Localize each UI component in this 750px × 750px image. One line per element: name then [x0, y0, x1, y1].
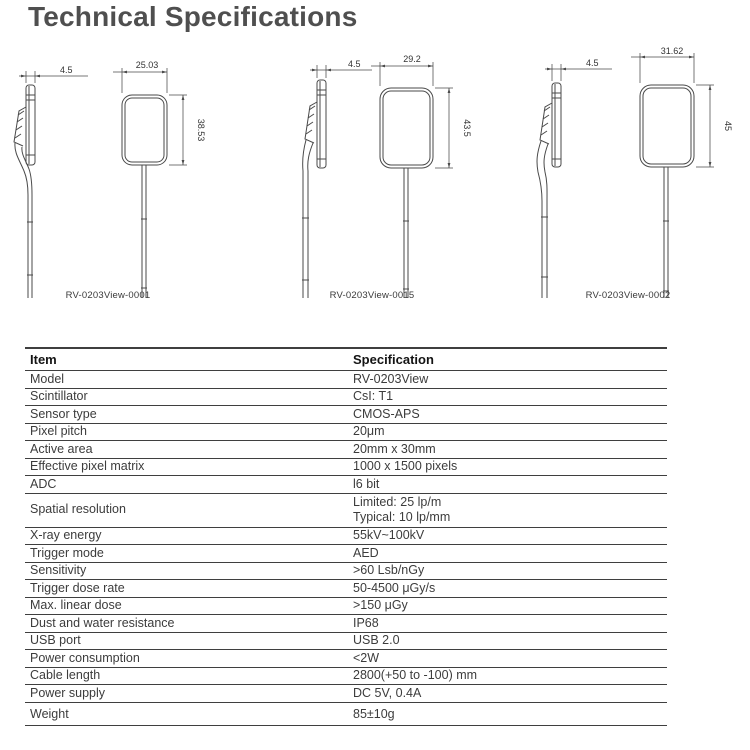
item-cell: Trigger dose rate	[25, 580, 348, 598]
item-cell: Max. linear dose	[25, 597, 348, 615]
specification-column-header: Specification	[348, 348, 667, 371]
thickness-dimension	[19, 71, 88, 83]
item-column-header: Item	[25, 348, 348, 371]
table-row	[25, 423, 667, 441]
technical-drawing-0001	[0, 45, 250, 303]
spec-cell: RV-0203View	[348, 371, 667, 389]
spec-cell: CMOS-APS	[348, 406, 667, 424]
spec-cell: 20mm x 30mm	[348, 441, 667, 459]
item-cell: Power supply	[25, 685, 348, 703]
spec-cell: AED	[348, 545, 667, 563]
item-cell: Trigger mode	[25, 545, 348, 563]
spec-cell: USB 2.0	[348, 632, 667, 650]
item-cell: Active area	[25, 441, 348, 459]
width-dimension-label: 29.2	[403, 54, 421, 64]
spec-cell: DC 5V, 0.4A	[348, 685, 667, 703]
table-row	[25, 527, 667, 545]
spec-cell: 85±10g	[348, 702, 667, 726]
technical-drawings	[0, 45, 750, 303]
spec-line: Limited: 25 lp/m	[353, 495, 442, 509]
thickness-dimension-label: 4.5	[586, 58, 599, 68]
side-view	[302, 80, 326, 298]
spec-cell: CsI: T1	[348, 388, 667, 406]
item-cell: Effective pixel matrix	[25, 458, 348, 476]
item-cell: USB port	[25, 632, 348, 650]
table-row	[25, 615, 667, 633]
spec-cell: <2W	[348, 650, 667, 668]
height-dimension	[169, 95, 187, 165]
table-row	[25, 580, 667, 598]
spec-cell: 2800(+50 to -100) mm	[348, 667, 667, 685]
table-row	[25, 562, 667, 580]
table-row	[25, 685, 667, 703]
table-row	[25, 441, 667, 459]
height-dimension-label: 43.5	[462, 119, 472, 137]
item-cell: Pixel pitch	[25, 423, 348, 441]
item-cell: Spatial resolution	[25, 493, 348, 527]
drawing-part-label: RV-0203View-0001	[65, 290, 151, 301]
width-dimension-label: 31.62	[660, 46, 684, 56]
spec-cell: IP68	[348, 615, 667, 633]
spec-cell: >60 Lsb/nGy	[348, 562, 667, 580]
width-dimension	[113, 68, 167, 93]
side-view	[537, 83, 561, 298]
spec-table-body	[25, 371, 667, 726]
spec-table	[25, 347, 667, 726]
table-row	[25, 458, 667, 476]
item-cell: Sensor type	[25, 406, 348, 424]
item-cell: X-ray energy	[25, 527, 348, 545]
thickness-dimension	[310, 65, 372, 78]
width-dimension	[371, 62, 433, 86]
thickness-dimension-label: 4.5	[348, 59, 361, 69]
item-cell: Cable length	[25, 667, 348, 685]
table-row	[25, 493, 667, 527]
spec-cell	[348, 493, 667, 527]
front-view	[640, 85, 694, 298]
item-cell: Scintillator	[25, 388, 348, 406]
table-row	[25, 650, 667, 668]
table-row	[25, 597, 667, 615]
width-dimension	[631, 53, 694, 83]
thickness-dimension	[545, 64, 612, 81]
spec-cell: 20μm	[348, 423, 667, 441]
width-dimension-label: 25.03	[135, 60, 159, 70]
height-dimension-label: 38.53	[196, 118, 206, 142]
front-view	[122, 95, 167, 298]
table-row	[25, 388, 667, 406]
table-row	[25, 632, 667, 650]
height-dimension-label: 45	[723, 120, 733, 132]
item-cell: Dust and water resistance	[25, 615, 348, 633]
spec-cell: 50-4500 μGy/s	[348, 580, 667, 598]
table-row	[25, 545, 667, 563]
technical-drawing-0002	[500, 45, 750, 303]
drawing-part-label: RV-0203View-0002	[585, 290, 671, 301]
item-cell: ADC	[25, 476, 348, 494]
item-cell: Model	[25, 371, 348, 389]
table-row	[25, 702, 667, 726]
technical-drawing-0015	[250, 45, 500, 303]
table-row	[25, 476, 667, 494]
spec-cell: l6 bit	[348, 476, 667, 494]
front-view	[380, 88, 433, 298]
spec-cell: 1000 x 1500 pixels	[348, 458, 667, 476]
table-row	[25, 667, 667, 685]
height-dimension	[435, 88, 453, 168]
table-row	[25, 371, 667, 389]
spec-cell: 55kV~100kV	[348, 527, 667, 545]
item-cell: Power consumption	[25, 650, 348, 668]
thickness-dimension-label: 4.5	[60, 65, 73, 75]
page-title: Technical Specifications	[28, 1, 358, 32]
spec-line: Typical: 10 lp/mm	[353, 510, 451, 524]
height-dimension	[696, 85, 714, 167]
spec-cell: >150 μGy	[348, 597, 667, 615]
table-header-row	[25, 348, 667, 371]
drawing-part-label: RV-0203View-0015	[329, 290, 415, 301]
item-cell: Weight	[25, 702, 348, 726]
item-cell: Sensitivity	[25, 562, 348, 580]
table-row	[25, 406, 667, 424]
side-view	[14, 85, 35, 298]
